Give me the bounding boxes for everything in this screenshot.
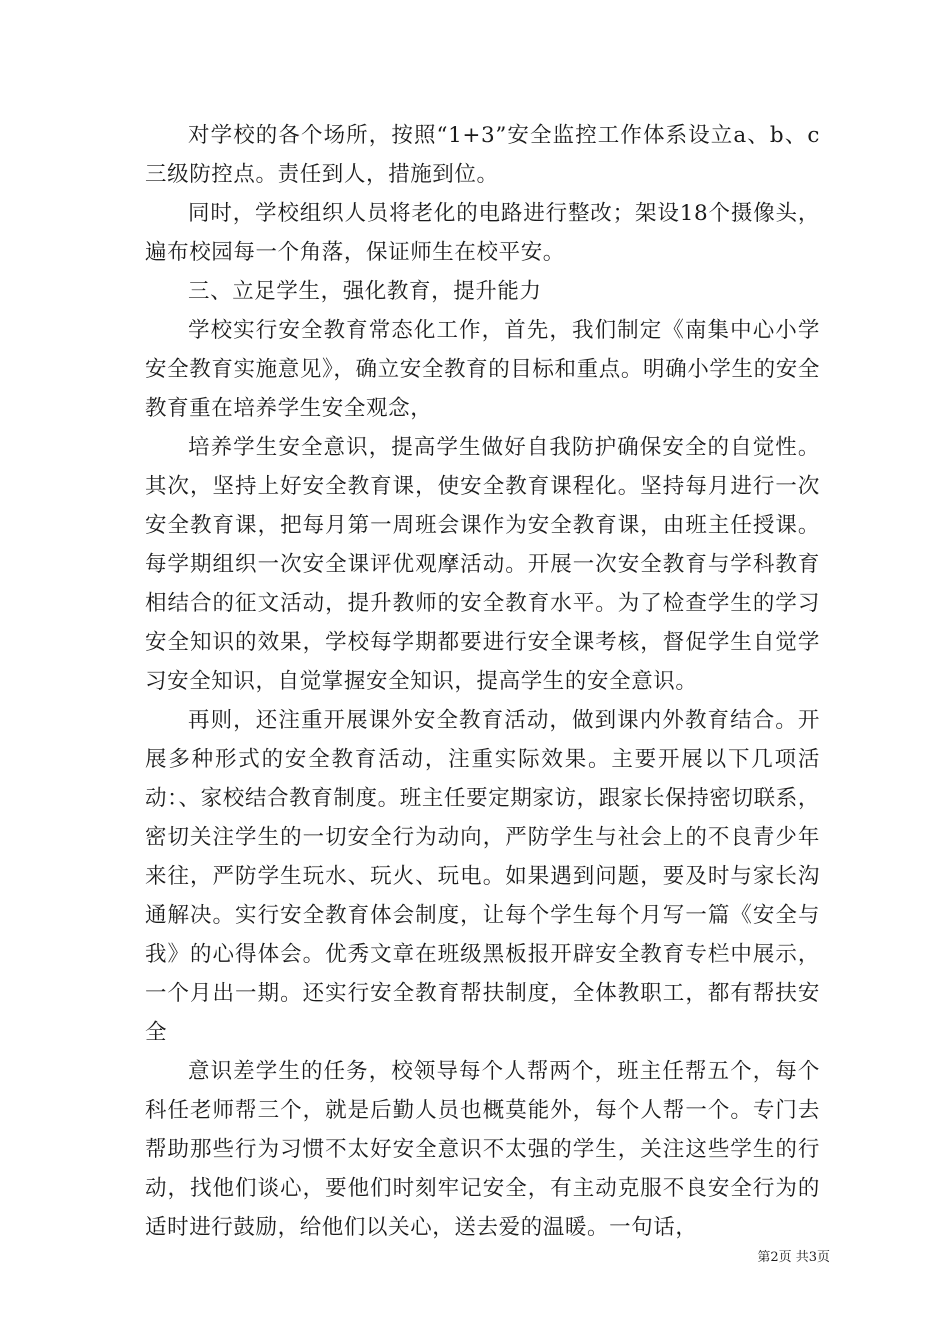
section-heading: 三、立足学生，强化教育，提升能力 bbox=[188, 279, 542, 304]
page-number-footer: 第2页 共3页 bbox=[757, 1250, 830, 1265]
paragraph: 同时，学校组织人员将老化的电路进行整改；架设18个摄像头，遍布校园每一个角落，保证师生在校平安。 bbox=[145, 201, 820, 265]
document-body bbox=[145, 116, 820, 1247]
paragraph: 对学校的各个场所，按照“1+3”安全监控工作体系设立a、b、c三级防控点。责任到人，措施到位。 bbox=[145, 123, 820, 187]
paragraph: 学校实行安全教育常态化工作，首先，我们制定《南集中心小学安全教育实施意见》，确立安全教育的目标和重点。明确小学生的安全教育重在培养学生安全观念， bbox=[145, 318, 820, 421]
paragraph: 再则，还注重开展课外安全教育活动，做到课内外教育结合。开展多种形式的安全教育活动，注重实际效果。主要开展以下几项活动：、家校结合教育制度。班主任要定期家访，跟家长保持密切联系，密切关注学生的一切安全行为动向，严防学生与社会上的不良青少年来往，严防学生玩水、玩火、玩电。如果遇到问题，要及时与家长沟通解决。实行安全教育体会制度，让每个学生每个月写一篇《安全与我》的心得体会。优秀文章在班级黑板报开辟安全教育专栏中展示，一个月出一期。还实行安全教育帮扶制度，全体教职工，都有帮扶安全 bbox=[145, 708, 820, 1045]
paragraph: 培养学生安全意识，提高学生做好自我防护确保安全的自觉性。其次，坚持上好安全教育课，使安全教育课程化。坚持每月进行一次安全教育课，把每月第一周班会课作为安全教育课，由班主任授课。每学期组织一次安全课评优观摩活动。开展一次安全教育与学科教育相结合的征文活动，提升教师的安全教育水平。为了检查学生的学习安全知识的效果，学校每学期都要进行安全课考核，督促学生自觉学习安全知识，自觉掌握安全知识，提高学生的安全意识。 bbox=[145, 435, 820, 694]
paragraph: 意识差学生的任务，校领导每个人帮两个，班主任帮五个，每个科任老师帮三个，就是后勤人员也概莫能外，每个人帮一个。专门去帮助那些行为习惯不太好安全意识不太强的学生，关注这些学生的行动，找他们谈心，要他们时刻牢记安全，有主动克服不良安全行为的适时进行鼓励，给他们以关心，送去爱的温暖。一句话， bbox=[145, 1059, 820, 1240]
